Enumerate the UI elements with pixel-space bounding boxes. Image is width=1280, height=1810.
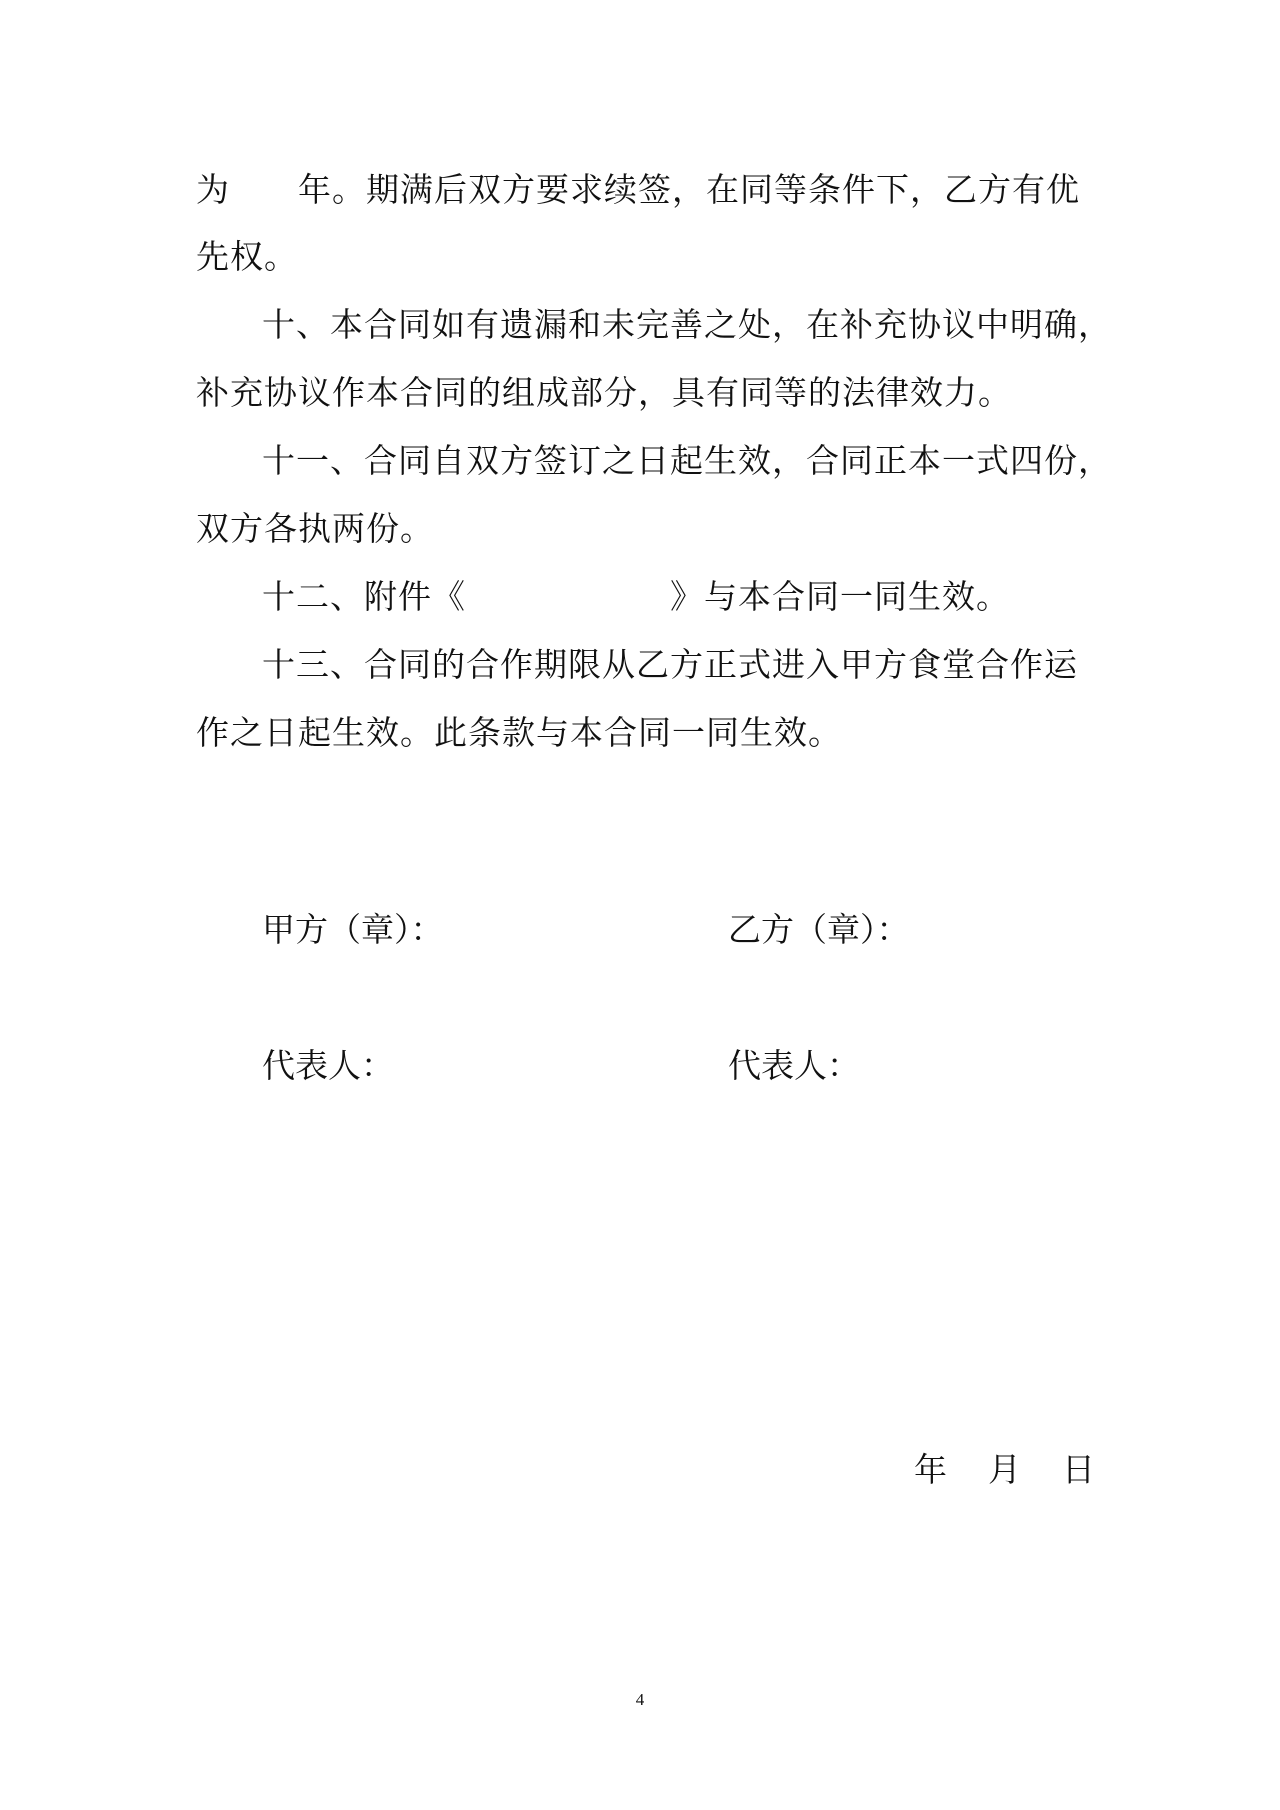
- page-number: 4: [635, 1690, 645, 1709]
- party-b-representative-label: 代表人：: [728, 1046, 860, 1085]
- party-a-representative-label: 代表人：: [262, 1046, 394, 1085]
- clause-10-line-1: 十、本合同如有遗漏和未完善之处，在补充协议中明确，: [262, 305, 1112, 344]
- signing-date: [914, 1450, 1102, 1490]
- date-month-label: 月: [988, 1450, 1021, 1489]
- clause-10-line-2: 补充协议作本合同的组成部分，具有同等的法律效力。: [196, 373, 1012, 412]
- clause-11-line-2: 双方各执两份。: [196, 509, 434, 548]
- date-day-label: 日: [1062, 1450, 1095, 1489]
- clause-line-2: 先权。: [196, 237, 298, 276]
- clause-12-line: 十二、附件《 》与本合同一同生效。: [262, 577, 1010, 616]
- clause-line-1: 为 年。期满后双方要求续签，在同等条件下，乙方有优: [196, 170, 1080, 209]
- date-year-label: 年: [914, 1450, 947, 1489]
- party-b-seal-label: 乙方（章）：: [728, 910, 910, 949]
- clause-11-line-1: 十一、合同自双方签订之日起生效，合同正本一式四份，: [262, 441, 1112, 480]
- party-a-seal-label: 甲方（章）：: [262, 910, 444, 949]
- clause-13-line-1: 十三、合同的合作期限从乙方正式进入甲方食堂合作运: [262, 645, 1078, 684]
- clause-13-line-2: 作之日起生效。此条款与本合同一同生效。: [196, 713, 842, 752]
